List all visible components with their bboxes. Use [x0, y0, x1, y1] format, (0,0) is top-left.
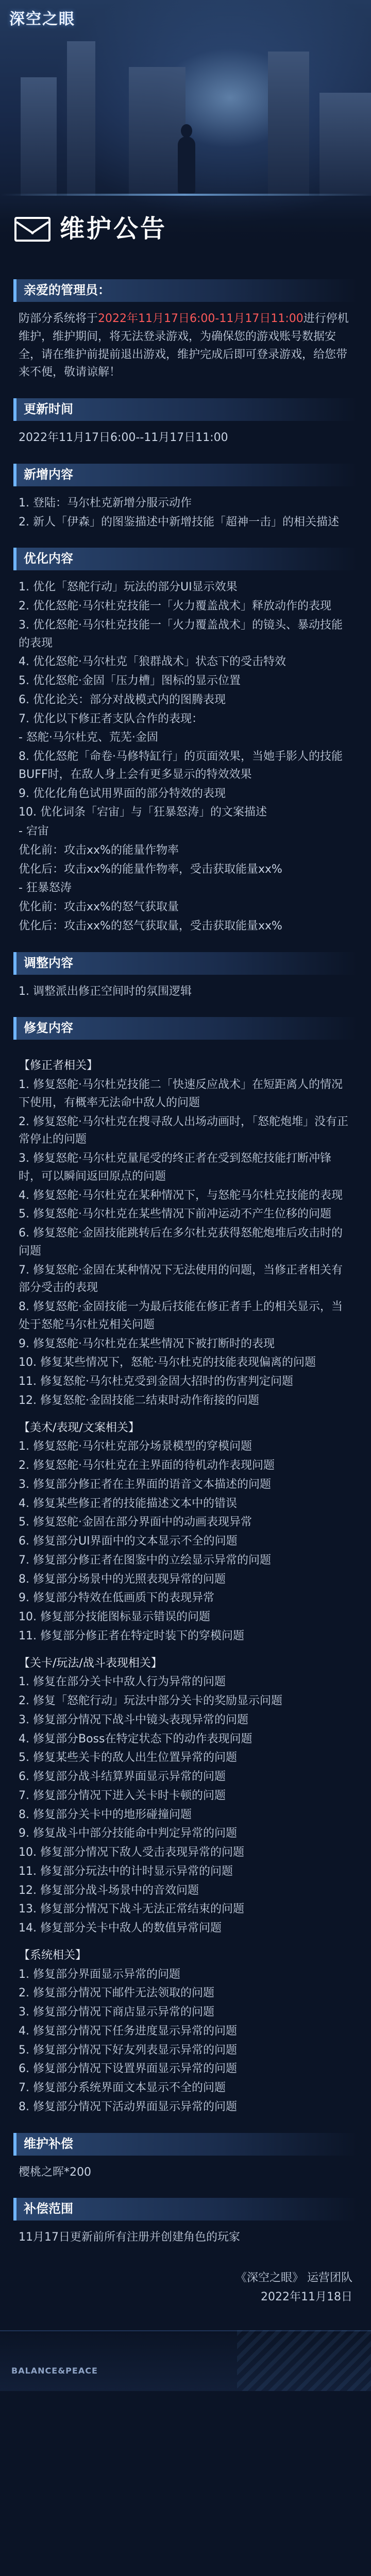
list-item: 4. 修复某些修正者的技能描述文本中的错误 — [19, 1497, 237, 1510]
signature-date: 2022年11月18日 — [261, 2290, 352, 2303]
list-item: 8. 修复怒舵·金固技能一为最后技能在修正者手上的相关显示，当处于怒舵马尔杜克相关问题 — [19, 1300, 343, 1331]
list-item: - 宕宙 — [19, 825, 49, 838]
section-body — [13, 570, 358, 938]
sections-container — [13, 398, 358, 2250]
list-item: 4. 修复部分情况下任务进度显示异常的问题 — [19, 2024, 237, 2038]
section-title: 优化内容 — [24, 551, 73, 566]
list-item: 2. 修复部分情况下邮件无法领取的问题 — [19, 1987, 214, 2000]
list-item: 2. 修复怒舵·马尔杜克在主界面的待机动作表现问题 — [19, 1459, 275, 1472]
banner-building — [21, 77, 57, 196]
list-item: 1. 修复部分界面显示异常的问题 — [19, 1968, 180, 1981]
section-header — [13, 464, 358, 486]
list-item: 8. 修复部分情况下活动界面显示异常的问题 — [19, 2100, 237, 2113]
game-logo: 深空之眼 — [9, 10, 75, 28]
list-item: 1. 修复在部分关卡中敌人行为异常的问题 — [19, 1675, 226, 1689]
section-header — [13, 2198, 358, 2221]
greeting-section — [13, 279, 358, 385]
announcement-content — [0, 258, 371, 2310]
list-item: 9. 修复怒舵·马尔杜克在某些情况下被打断时的表现 — [19, 1337, 275, 1350]
banner-building — [319, 93, 371, 196]
list-item: 9. 修复部分特效在低画质下的表现异常 — [19, 1591, 214, 1605]
list-item: 3. 修复部分修正者在主界面的语音文本描述的问题 — [19, 1478, 271, 1491]
list-item: 5. 修复怒舵·马尔杜克在某些情况下前冲运动不产生位移的问题 — [19, 1208, 331, 1221]
list-item: 5. 修复怒舵·金固在部分界面中的动画表现异常 — [19, 1516, 252, 1529]
list-item: 6. 修复怒舵·金固技能跳转后在多尔杜克获得怒舵炮堆后攻击时的问题 — [19, 1227, 343, 1258]
list-item: 8. 修复部分关卡中的地形碰撞问题 — [19, 1808, 192, 1821]
section-title: 维护补偿 — [24, 2136, 73, 2151]
section — [13, 1017, 358, 2119]
list-item: 1. 修复怒舵·马尔杜克技能二「快速反应战术」在短距离人的情况下使用，有概率无法命中敌人的问题 — [19, 1078, 343, 1109]
list-item: 6. 修复部分情况下设置界面显示异常的问题 — [19, 2062, 237, 2076]
greeting-text — [19, 310, 352, 382]
list-item: 6. 优化论关：部分对战模式内的图腾表现 — [19, 693, 226, 706]
list-item: 6. 修复部分战斗结算界面显示异常的问题 — [19, 1770, 226, 1783]
list-item: 2. 优化怒舵·马尔杜克技能一「火力覆盖战术」释放动作的表现 — [19, 600, 331, 613]
section-header — [13, 952, 358, 975]
list-item: 3. 优化怒舵·马尔杜克技能一「火力覆盖战术」的镜头、暴动技能的表现 — [19, 618, 343, 650]
list-item: 8. 优化怒舵「命卷·马修特缸行」的页面效果，当她手影人的技能BUFF时，在敌人身上会有更多显示的特效效果 — [19, 750, 343, 781]
section-header — [13, 548, 358, 570]
list-item: 14. 修复部分关卡中敌人的数值异常问题 — [19, 1922, 222, 1935]
section-body — [13, 975, 358, 1004]
list-item: 1. 修复怒舵·马尔杜克部分场景模型的穿模问题 — [19, 1440, 252, 1453]
list-item: 12. 修复怒舵·金固技能二结束时动作衔接的问题 — [19, 1394, 259, 1407]
section-body — [13, 421, 358, 450]
section-body — [13, 2156, 358, 2185]
section-header — [13, 279, 358, 302]
section — [13, 2198, 358, 2250]
section-body — [13, 486, 358, 535]
banner-building — [67, 41, 95, 196]
list-item: 7. 修复部分系统界面文本显示不全的问题 — [19, 2081, 226, 2094]
list-item: 优化后：攻击xx%的怒气获取量，受击获取能量xx% — [19, 919, 282, 933]
section — [13, 464, 358, 535]
list-item: 10. 修复某些情况下，怒舵·马尔杜克的技能表现偏离的问题 — [19, 1356, 316, 1369]
mail-icon — [14, 217, 50, 242]
list-item: - 怒舵·马尔杜克、荒芜·金固 — [19, 731, 158, 744]
section-body — [13, 1040, 358, 2119]
list-item: 9. 修复战斗中部分技能命中判定异常的问题 — [19, 1827, 237, 1840]
list-item: 7. 修复怒舵·金固在某种情况下无法使用的问题，当修正者相关有部分受击的表现 — [19, 1263, 343, 1295]
list-item: - 狂暴怒涛 — [19, 882, 72, 895]
list-item: 3. 修复部分情况下战斗中镜头表现异常的问题 — [19, 1713, 248, 1726]
subsection-heading: 【美术/表现/文案相关】 — [19, 1421, 140, 1434]
page-title: 维护公告 — [60, 214, 167, 244]
list-item: 9. 优化化角色试用界面的部分特效的表现 — [19, 787, 226, 800]
section-title: 新增内容 — [24, 467, 73, 482]
banner-horizon-glow — [0, 194, 371, 196]
subsection-heading: 【关卡/玩法/战斗表现相关】 — [19, 1656, 162, 1670]
list-item: 4. 优化怒舵·马尔杜克「狼群战术」状态下的受击特效 — [19, 655, 286, 669]
section — [13, 952, 358, 1004]
footer-decoration — [237, 2330, 371, 2391]
list-item: 优化前：攻击xx%的能量作物率 — [19, 843, 179, 857]
list-item: 2. 修复怒舵·马尔杜克在搜寻敌人出场动画时，「怒舵炮堆」没有正常停止的问题 — [19, 1115, 348, 1146]
maintenance-time-highlight: 2022年11月17日6:00-11月17日11:00 — [98, 312, 303, 325]
list-item: 11月17日更新前所有注册并创建角色的玩家 — [19, 2231, 240, 2244]
section-body — [13, 2221, 358, 2250]
list-item: 10. 优化词条「宕宙」与「狂暴怒涛」的文案描述 — [19, 806, 267, 819]
list-item: 樱桃之晖*200 — [19, 2165, 91, 2179]
list-item: 1. 优化「怒舵行动」玩法的部分UI显示效果 — [19, 581, 238, 594]
section — [13, 398, 358, 450]
section-header — [13, 2133, 358, 2156]
list-item: 11. 修复部分修正者在特定时装下的穿模问题 — [19, 1629, 244, 1642]
greeting-body — [13, 302, 358, 385]
section-title: 修复内容 — [24, 1021, 73, 1036]
banner-title-area — [0, 201, 371, 258]
signature — [13, 2261, 358, 2310]
section-title: 调整内容 — [24, 955, 73, 970]
list-item: 3. 修复部分情况下商店显示异常的问题 — [19, 2006, 214, 2019]
section — [13, 548, 358, 938]
section-header — [13, 1017, 358, 1040]
greeting-heading: 亲爱的管理员： — [24, 283, 110, 298]
list-item: 5. 优化怒舵·金固「压力槽」图标的显示位置 — [19, 674, 241, 687]
section-title: 补偿范围 — [24, 2201, 73, 2216]
greeting-pre: 防部分系统将于 — [19, 312, 98, 325]
banner-character — [178, 137, 195, 193]
list-item: 1. 登陆：马尔杜克新增分服示动作 — [19, 496, 192, 510]
list-item: 11. 修复部分玩法中的计时显示异常的问题 — [19, 1865, 233, 1878]
list-item: 5. 修复部分情况下好友列表显示异常的问题 — [19, 2043, 237, 2057]
subsection-heading: 【系统相关】 — [19, 1948, 87, 1962]
list-item: 7. 修复部分修正者在图鉴中的立绘显示异常的问题 — [19, 1553, 271, 1567]
list-item: 12. 修复部分战斗场景中的音效问题 — [19, 1884, 199, 1897]
list-item: 11. 修复怒舵·马尔杜克受到金固大招时的伤害判定问题 — [19, 1375, 293, 1388]
list-item: 2. 新人「伊森」的图鉴描述中新增技能「超神一击」的相关描述 — [19, 515, 339, 529]
list-item: 5. 修复某些关卡的敌人出生位置异常的问题 — [19, 1751, 237, 1765]
list-item: 7. 优化以下修正者支队合作的表现： — [19, 712, 203, 725]
list-item: 2. 修复「怒舵行动」玩法中部分关卡的奖励显示问题 — [19, 1694, 282, 1707]
banner — [0, 0, 371, 258]
list-item: 6. 修复部分UI界面中的文本显示不全的问题 — [19, 1535, 238, 1548]
banner-building — [268, 52, 309, 196]
list-item: 13. 修复部分情况下战斗无法正常结束的问题 — [19, 1903, 244, 1916]
list-item: 优化前：攻击xx%的怒气获取量 — [19, 901, 179, 913]
subsection-heading: 【修正者相关】 — [19, 1059, 98, 1073]
list-item: 10. 修复部分技能图标显示错误的问题 — [19, 1611, 210, 1623]
signature-team: 《深空之眼》 运营团队 — [235, 2272, 352, 2284]
list-item: 10. 修复部分情况下敌人受击表现异常的问题 — [19, 1846, 244, 1859]
list-item: 4. 修复怒舵·马尔杜克在某种情况下，与怒舵马尔杜克技能的表现 — [19, 1189, 343, 1202]
footer — [0, 2330, 371, 2391]
section-title: 更新时间 — [24, 402, 73, 417]
list-item: 3. 修复怒舵·马尔杜克量尾受的终正者在受到怒舵技能打断冲锋时，可以瞬间返回原点的问题 — [19, 1152, 331, 1183]
list-item: 优化后：攻击xx%的能量作物率，受击获取能量xx% — [19, 862, 282, 876]
list-item: 2022年11月17日6:00--11月17日11:00 — [19, 431, 228, 444]
greeting-post: 进行停机维护，维护期间，将无法登录游戏，为确保您的游戏账号数据安全，请在维护前提前退出游戏，维护完成后即可登录游戏，给您带来不便，敬请谅解！ — [19, 312, 349, 379]
footer-brand: BALANCE&PEACE — [11, 2366, 98, 2376]
list-item: 7. 修复部分情况下进入关卡时卡顿的问题 — [19, 1789, 226, 1802]
list-item: 1. 调整派出修正空间时的氛围逻辑 — [19, 985, 192, 998]
banner-building — [129, 67, 185, 196]
section-header — [13, 398, 358, 421]
list-item: 4. 修复部分Boss在特定状态下的动作表现问题 — [19, 1732, 252, 1745]
list-item: 8. 修复部分场景中的光照表现异常的问题 — [19, 1572, 226, 1586]
section — [13, 2133, 358, 2185]
